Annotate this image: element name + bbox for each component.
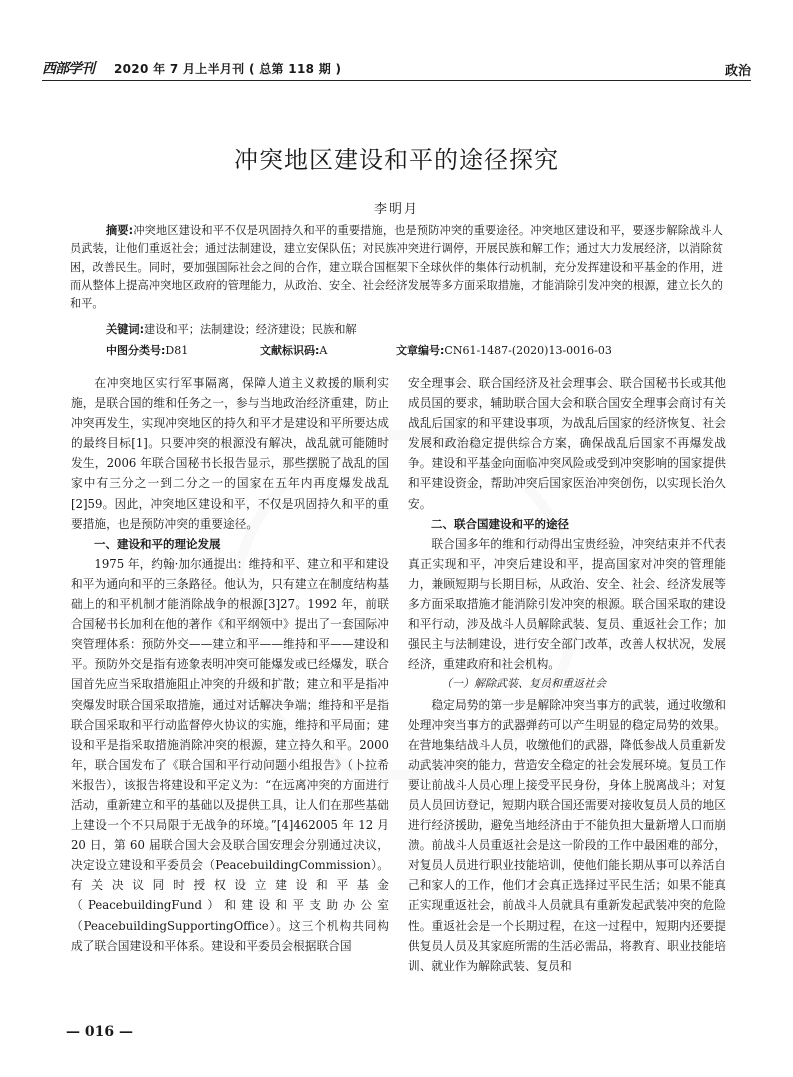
subsection-heading: （一）解除武装、复员和重返社会 — [441, 677, 606, 691]
keywords-line — [106, 321, 723, 339]
abstract-label: 摘要: — [106, 224, 134, 237]
body-paragraph: 1975 年，约翰·加尔通提出：维持和平、建立和平和建设和平为通向和平的三条路径。他认为，只有建立在制度结构基础上的和平机制才能消除战争的根源[3]27。1992 年，前联合国秘书长加利在他的著作《和平纲领中》提出了一套国际冲突管理体系：预防外交——建立和平——维持和平——建设和平。预防外交是指有迹象表明冲突可能爆发或已经爆发，联合国首先应当采取措施阻止冲突的升级和扩散；建立和平是指冲突爆发时联合国采取措施，通过对话解决争端；维持和平是指联合国采取和平行动监督停火协议的实施，维持和平局面；建设和平是指采取措施消除冲突的根源，建立持久和平。2000 年，联合国发布了《联合国和平行动问题小组报告》（卜拉希米报告），该报告将建设和平定义为：“在远离冲突的方面进行活动，重新建立和平的基础以及提供工具，让人们在那些基础上建设一个不只局限于无战争的环境。”[4]462005 年 12 月 20 日，第 60 届联合国大会及联合国安理会分别通过决议，决定设立建设和平委员会（PeacebuildingCommission）。有关决议同时授权设立建设和平基金（PeacebuildingFund）和建设和平支助办公室（PeacebuildingSupportingOffice）。这三个机构共同构成了联合国建设和平体系。建设和平委员会根据联合国 — [71, 556, 389, 953]
section-heading: 二、联合国建设和平的途径 — [431, 516, 569, 531]
article-title: 冲突地区建设和平的途径探究 — [234, 146, 559, 174]
header-rule — [42, 80, 751, 81]
clc-value: D81 — [165, 344, 189, 357]
keywords-text: 建设和平；法制建设；经济建设；民族和解 — [144, 323, 357, 336]
clc-label: 中图分类号: — [106, 344, 166, 357]
section-heading: 一、建设和平的理论发展 — [94, 536, 221, 551]
doc-code-label: 文献标识码: — [260, 344, 320, 357]
keywords-label: 关键词: — [106, 323, 145, 336]
left-column — [71, 373, 389, 956]
body-paragraph: 联合国多年的维和行动得出宝贵经验，冲突结束并不代表真正实现和平，冲突后建设和平，提高国家对冲突的管理能力，兼顾短期与长期目标，从政治、安全、社会、经济发展等多方面采取措施才能消除引发冲突的根源。联合国采取的建设和平行动，涉及战斗人员解除武装、复员、重返社会工作；加强民主与法制建设，进行安全部门改革，改善人权状况，发展经济，重建政府和社会机构。 — [408, 536, 726, 672]
body-paragraph: 在冲突地区实行军事隔离，保障人道主义救援的顺利实施，是联合国的维和任务之一，参与当地政治经济重建，防止冲突再发生，实现冲突地区的持久和平才是建设和平所要达成的最终目标[1]。只要冲突的根源没有解决，战乱就可能随时发生，2006 年联合国秘书长报告显示，那些摆脱了战乱的国家中有三分之一到二分之一的国家在五年内再度爆发战乱[2]59。因此，冲突地区建设和平，不仅是巩固持久和平的重要措施，也是预防冲突的重要途径。 — [71, 376, 389, 531]
body-paragraph: 安全理事会、联合国经济及社会理事会、联合国秘书长或其他成员国的要求，辅助联合国大会和联合国安全理事会商讨有关战乱后国家的和平建设事项，为战乱后国家的经济恢复、社会发展和政治稳定提供综合方案，确保战乱后国家不再爆发战争。建设和平基金向面临冲突风险或受到冲突影响的国家提供和平建设资金，帮助冲突后国家医治冲突创伤，以实现长治久安。 — [408, 376, 726, 511]
page-number: — 016 — — [66, 1024, 133, 1040]
doc-code-value: A — [319, 344, 328, 357]
body-paragraph: 稳定局势的第一步是解除冲突当事方的武装，通过收缴和处理冲突当事方的武器弹药可以产生明显的稳定局势的效果。在营地集结战斗人员，收缴他们的武器，降低参战人员重新发动武装冲突的能力，营造安全稳定的社会发展环境。复员工作要让前战斗人员心理上接受平民身份，身体上脱离战斗；对复员人员回访登记，短期内联合国还需要对接收复员人员的地区进行经济援助，避免当地经济由于不能负担大量新增人口而崩溃。前战斗人员重返社会是这一阶段的工作中最困难的部分，对复员人员进行职业技能培训，使他们能长期从事可以养活自己和家人的工作，他们才会真正选择过平民生活；如果不能真正实现重返社会，前战斗人员就具有重新发起武装冲突的危险性。重返社会是一个长期过程，在这一过程中，短期内还要提供复员人员及其家庭所需的生活必需品，将教育、职业技能培训、就业作为解除武装、复员和 — [408, 697, 726, 973]
article-no-label: 文章编号: — [396, 344, 445, 357]
article-author: 李明月 — [373, 202, 419, 217]
abstract-text: 冲突地区建设和平不仅是巩固持久和平的重要措施，也是预防冲突的重要途径。冲突地区建设和平，要逐步解除战斗人员武装，让他们重返社会；通过法制建设，建立安保队伍；对民族冲突进行调停，开展民族和解工作；通过大力发展经济，以消除贫困，改善民生。同时，要加强国际社会之间的合作，建立联合国框架下全球伙伴的集体行动机制，充分发挥建设和平基金的作用，进而从整体上提高冲突地区政府的管理能力，从政治、安全、社会经济发展等多方面采取措施，才能消除引发冲突的根源，建立长久的和平。 — [70, 224, 723, 311]
running-header — [42, 58, 751, 80]
section-name: 政治 — [724, 64, 751, 79]
right-column — [408, 373, 726, 976]
article-no-value: CN61-1487-(2020)13-0016-03 — [444, 344, 612, 357]
abstract — [70, 222, 723, 313]
journal-issue: 2020 年 7 月上半月刊 ( 总第 118 期 ) — [114, 62, 342, 76]
classification-line — [106, 342, 723, 360]
journal-logo: 西部学刊 — [42, 61, 94, 77]
